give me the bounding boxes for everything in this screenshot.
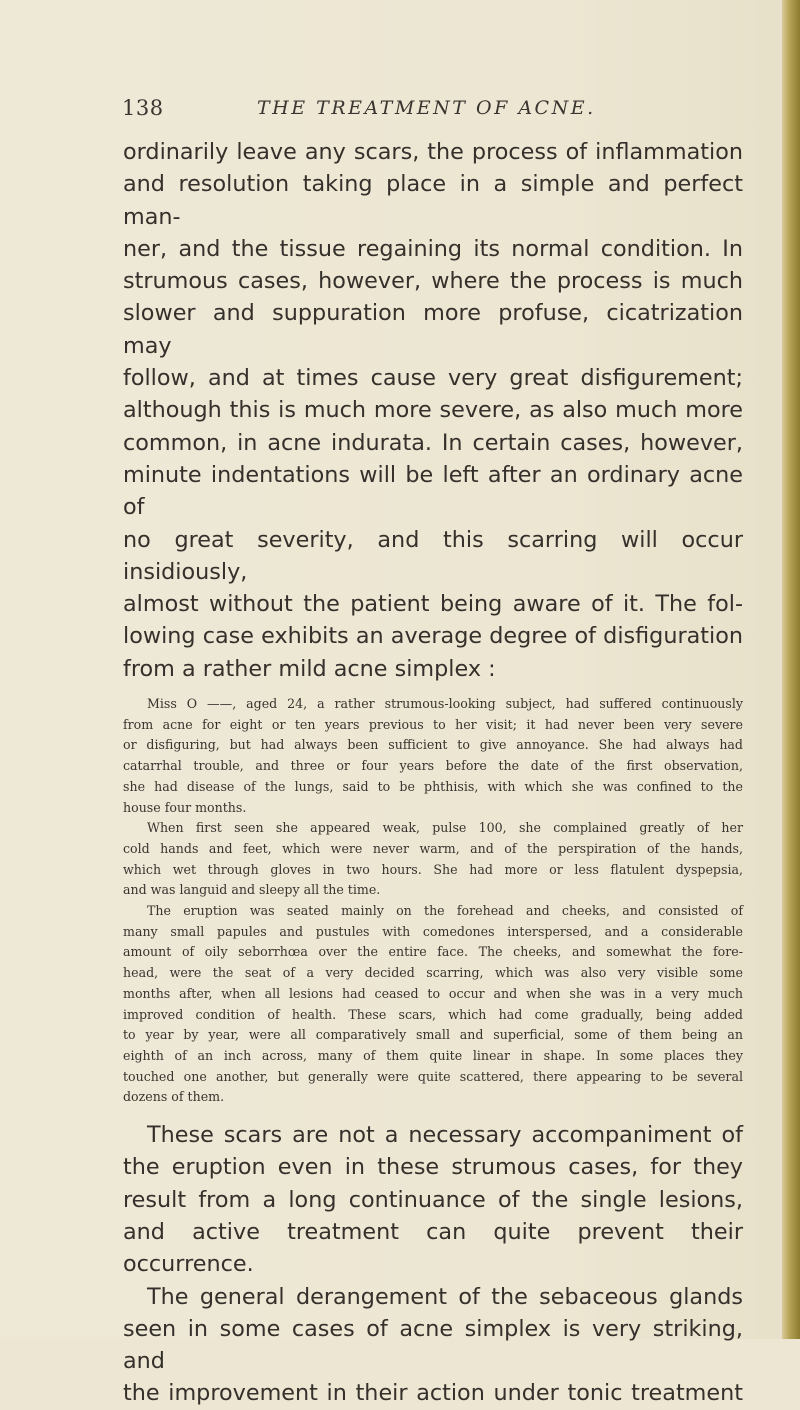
- text-line: improved condition of health. These scars, which had come gradually, being added: [123, 1006, 743, 1022]
- text-line: to year by year, were all comparatively small and superficial, some of them being an: [123, 1027, 743, 1043]
- text-line: the improvement in their action under tonic treatment: [123, 1380, 743, 1407]
- text-line: ordinarily leave any scars, the process of inflammation: [123, 139, 743, 165]
- text-line: from acne for eight or ten years previous to her visit; it had never been very severe: [123, 716, 743, 732]
- text-line: although this is much more severe, as also much more: [123, 397, 743, 424]
- text-line: The general derangement of the sebaceous glands: [147, 1283, 743, 1310]
- text-line: almost without the patient being aware of it. The fol-: [123, 591, 743, 618]
- text-line: and was languid and sleepy all the time.: [123, 882, 381, 898]
- text-line: she had disease of the lungs, said to be phthisis, with which she was confined to the: [123, 778, 743, 794]
- text-line: minute indentations will be left after an ordinary acne of: [123, 461, 743, 521]
- text-line: the eruption even in these strumous cases, for they: [123, 1154, 743, 1181]
- text-line: no great severity, and this scarring will occur insidiously,: [123, 526, 743, 585]
- paragraph-1: [123, 136, 743, 685]
- page-header: [122, 96, 742, 126]
- text-line: lowing case exhibits an average degree of disfiguration: [123, 623, 743, 650]
- text-line: dozens of them.: [123, 1089, 225, 1105]
- text-line: months after, when all lesions had ceased to occur and when she was in a very much: [123, 985, 743, 1001]
- text-line: or disfiguring, but had always been sufficient to give annoyance. She had always had: [123, 737, 743, 753]
- text-line: follow, and at times cause very great disfigurement;: [123, 365, 743, 392]
- running-head: THE TREATMENT OF ACNE.: [257, 97, 596, 119]
- paragraph-2: [123, 1119, 743, 1410]
- text-line: eighth of an inch across, many of them quite linear in shape. In some places they: [123, 1048, 743, 1063]
- page-edge: [782, 0, 800, 1339]
- page-body: [123, 136, 743, 1410]
- case-report: [123, 694, 743, 1108]
- text-line: many small papules and pustules with comedones interspersed, and a considerable: [123, 923, 743, 939]
- text-line: touched one another, but generally were quite scattered, there appearing to be several: [123, 1068, 743, 1084]
- text-line: When first seen she appeared weak, pulse 100, she complained greatly of her: [147, 820, 743, 836]
- text-line: head, were the seat of a very decided scarring, which was also very visible some: [123, 965, 743, 981]
- text-line: seen in some cases of acne simplex is very striking, and: [123, 1315, 743, 1375]
- page-number: 138: [122, 96, 164, 120]
- text-line: amount of oily seborrhœa over the entire face. The cheeks, and somewhat the fore-: [123, 944, 743, 960]
- text-line: house four months.: [123, 799, 247, 815]
- text-line: strumous cases, however, where the process is much: [123, 268, 743, 295]
- text-line: from a rather mild acne simplex :: [123, 655, 496, 682]
- text-line: and resolution taking place in a simple and perfect man-: [123, 171, 743, 230]
- text-line: Miss O ——, aged 24, a rather strumous-looking subject, had suffered continuously: [147, 696, 743, 712]
- text-line: common, in acne indurata. In certain cases, however,: [123, 429, 743, 456]
- text-line: slower and suppuration more profuse, cicatrization may: [123, 300, 743, 359]
- text-line: These scars are not a necessary accompaniment of: [147, 1122, 743, 1149]
- text-line: catarrhal trouble, and three or four years before the date of the first observation,: [123, 758, 743, 774]
- text-line: which wet through gloves in two hours. She had more or less flatulent dyspepsia,: [123, 861, 743, 877]
- text-line: and active treatment can quite prevent their occurrence.: [123, 1219, 743, 1278]
- text-line: cold hands and feet, which were never warm, and of the perspiration of the hands,: [123, 840, 743, 856]
- text-line: result from a long continuance of the single lesions,: [123, 1186, 743, 1213]
- text-line: The eruption was seated mainly on the forehead and cheeks, and consisted of: [147, 903, 743, 919]
- text-line: ner, and the tissue regaining its normal condition. In: [123, 235, 743, 262]
